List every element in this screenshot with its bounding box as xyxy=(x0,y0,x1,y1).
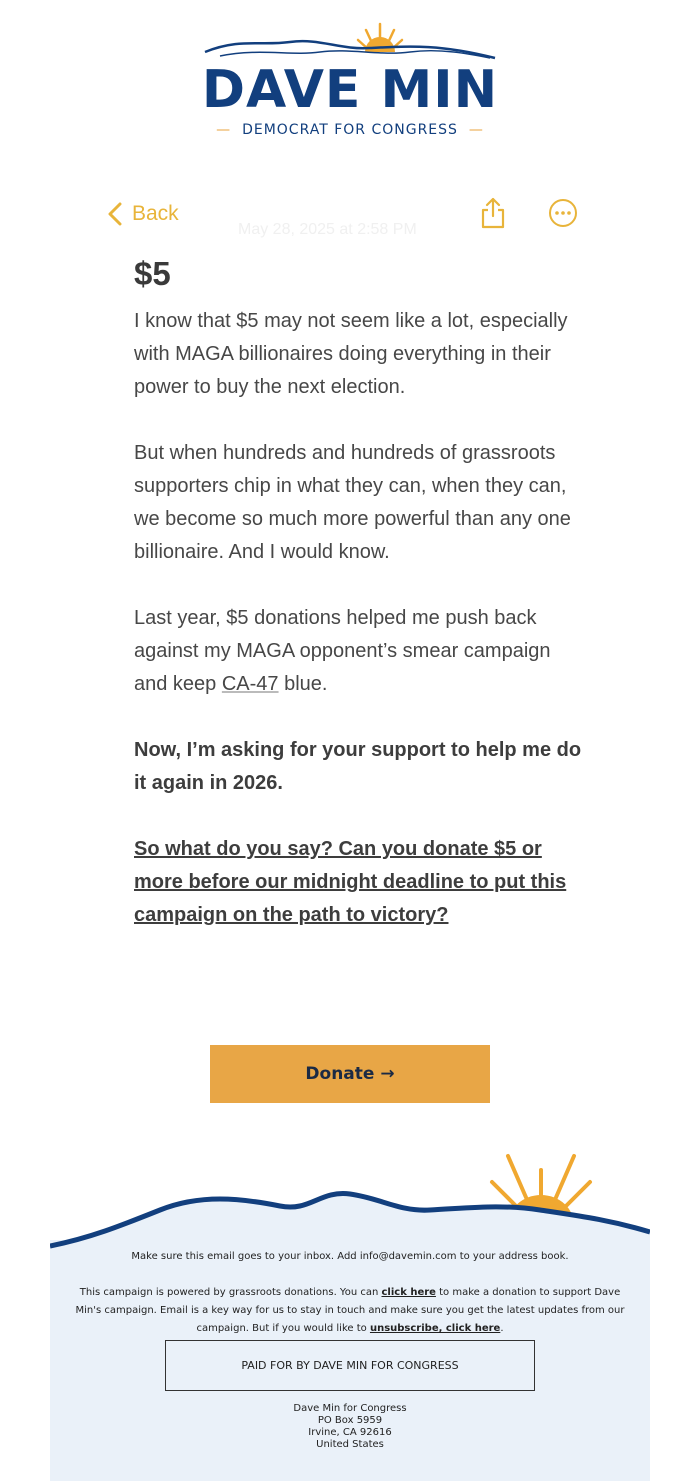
more-options-button[interactable] xyxy=(548,198,578,228)
district-link[interactable]: CA-47 xyxy=(221,673,279,695)
share-button[interactable] xyxy=(478,196,508,230)
paragraph-1: I know that $5 may not seem like a lot, especially with MAGA billionaires doing everything in their power to buy the next election. xyxy=(134,310,568,398)
message-date: May 28, 2025 at 2:58 PM xyxy=(238,221,417,238)
donation-ask-link[interactable]: So what do you say? Can you donate $5 or more before our midnight deadline to put this campaign on the path to victory? xyxy=(134,838,567,926)
ellipsis-circle-icon xyxy=(548,198,578,228)
paid-for-disclaimer: PAID FOR BY DAVE MIN FOR CONGRESS xyxy=(165,1340,535,1391)
address-line: Dave Min for Congress xyxy=(293,1403,407,1414)
donate-button[interactable]: Donate → xyxy=(210,1045,490,1103)
back-label: Back xyxy=(132,202,179,225)
address-line: United States xyxy=(316,1439,384,1450)
address-line: Irvine, CA 92616 xyxy=(308,1427,392,1438)
email-body xyxy=(134,255,584,965)
paragraph-3: Last year, $5 donations helped me push back against my MAGA opponent’s smear campaign and keep CA-47 blue. xyxy=(134,607,551,695)
share-icon xyxy=(478,196,508,230)
logo-name: DAVE MIN xyxy=(201,60,499,120)
back-button[interactable] xyxy=(108,198,179,230)
paragraph-2: But when hundreds and hundreds of grassroots supporters chip in what they can, when they can, we become so much more powerful than any one billionaire. And I would know. xyxy=(134,442,571,563)
address-line: PO Box 5959 xyxy=(317,1415,383,1426)
footer-wave-sun-art xyxy=(50,1150,650,1260)
logo-tagline: — DEMOCRAT FOR CONGRESS — xyxy=(216,122,484,138)
footer-donation-note: This campaign is powered by grassroots donations. You can click here to make a donation to support Dave Min's campaign. Email is a key way for us to stay in touch and make sure you get the latest updates from our campaign. But if you would like to unsubscribe, click here. xyxy=(75,1287,625,1334)
inbox-note: Make sure this email goes to your inbox. Add info@davemin.com to your address book. xyxy=(131,1251,569,1262)
unsubscribe-link[interactable]: unsubscribe, click here xyxy=(369,1323,501,1334)
footer-donate-link[interactable]: click here xyxy=(381,1287,436,1298)
chevron-left-icon xyxy=(108,202,122,226)
campaign-logo xyxy=(200,18,500,143)
email-heading: $5 xyxy=(134,255,171,292)
paragraph-4: Now, I’m asking for your support to help me do it again in 2026. xyxy=(134,739,582,794)
